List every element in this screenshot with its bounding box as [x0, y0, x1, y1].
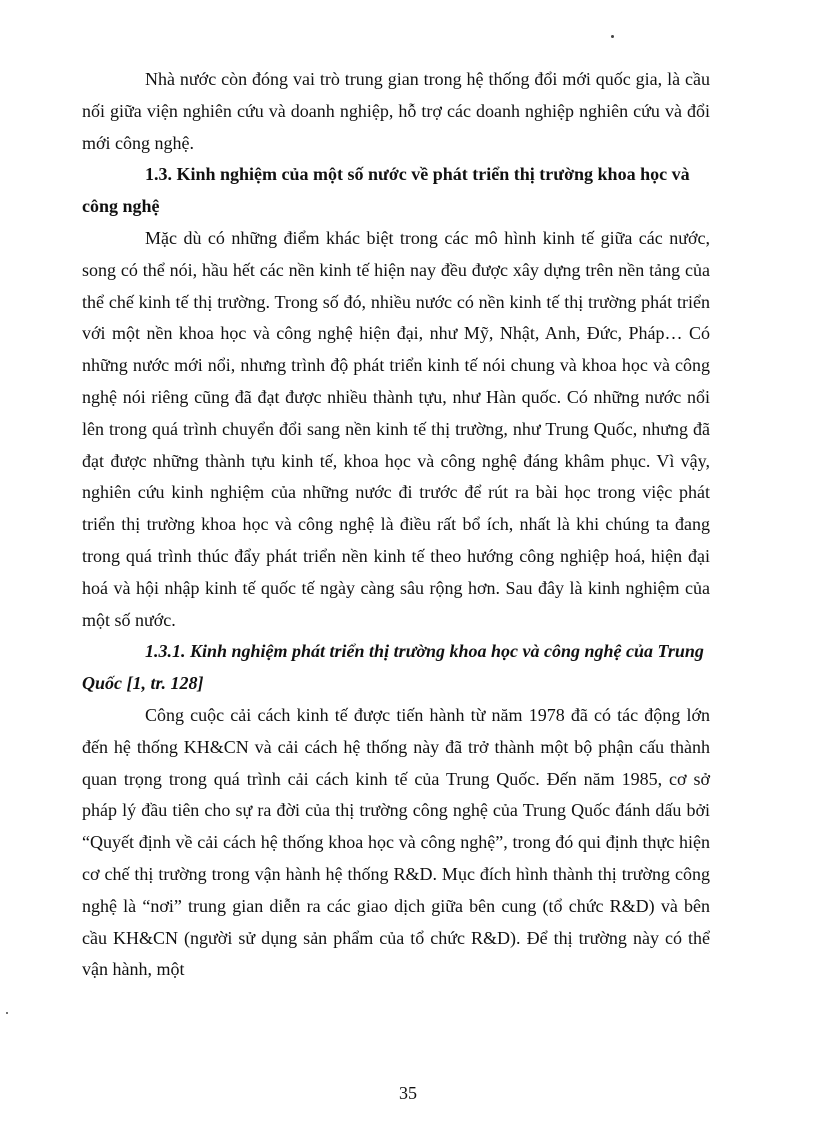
paragraph-intro: Nhà nước còn đóng vai trò trung gian trong hệ thống đổi mới quốc gia, là cầu nối giữa viện nghiên cứu và doanh nghiệp, hỗ trợ các doanh nghiệp nghiên cứu và đổi mới công nghệ.	[82, 69, 710, 153]
paragraph-overview: Mặc dù có những điểm khác biệt trong các mô hình kinh tế giữa các nước, song có thể nói, hầu hết các nền kinh tế hiện nay đều được xây dựng trên nền tảng của thể chế kinh tế thị trường. Trong số đó, nhiều nước có nền kinh tế thị trường phát triển với một nền khoa học và công nghệ hiện đại, như Mỹ, Nhật, Anh, Đức, Pháp… Có những nước mới nổi, nhưng trình độ phát triển kinh tế nói chung và khoa học và công nghệ nói riêng cũng đã đạt được nhiều thành tựu, như Hàn quốc. Có những nước nổi lên trong quá trình chuyển đổi sang nền kinh tế thị trường, như Trung Quốc, nhưng đã đạt được những thành tựu kinh tế, khoa học và công nghệ đáng khâm phục. Vì vậy, nghiên cứu kinh nghiệm của những nước đi trước để rút ra bài học trong việc phát triển thị trường khoa học và công nghệ là điều rất bổ ích, nhất là khi chúng ta đang trong quá trình thúc đẩy phát triển nền kinh tế theo hướng công nghiệp hoá, hiện đại hoá và hội nhập kinh tế quốc tế ngày càng sâu rộng hơn. Sau đây là kinh nghiệm của một số nước.	[82, 227, 710, 630]
section-heading-1-3: 1.3. Kinh nghiệm của một số nước về phát triển thị trường khoa học và công nghệ	[82, 164, 690, 217]
scan-speck	[611, 35, 614, 38]
paragraph-china: Công cuộc cải cách kinh tế được tiến hành từ năm 1978 đã có tác động lớn đến hệ thống KH&CN và cải cách hệ thống này đã trở thành một bộ phận cấu thành quan trọng trong quá trình cải cách kinh tế của Trung Quốc. Đến năm 1985, cơ sở pháp lý đầu tiên cho sự ra đời của thị trường công nghệ của Trung Quốc đánh dấu bởi “Quyết định về cải cách hệ thống khoa học và công nghệ”, trong đó qui định thực hiện cơ chế thị trường trong vận hành hệ thống R&D. Mục đích hình thành thị trường công nghệ là “nơi” trung gian diễn ra các giao dịch giữa bên cung (tổ chức R&D) và bên cầu KH&CN (người sử dụng sản phẩm của tổ chức R&D). Để thị trường này có thể vận hành, một	[82, 704, 710, 980]
scan-speck	[6, 1012, 8, 1014]
subsection-heading-1-3-1: 1.3.1. Kinh nghiệm phát triển thị trường khoa học và công nghệ của Trung Quốc [1, tr. 128]	[82, 641, 704, 694]
document-body	[82, 64, 710, 986]
page-number: 35	[399, 1083, 417, 1103]
